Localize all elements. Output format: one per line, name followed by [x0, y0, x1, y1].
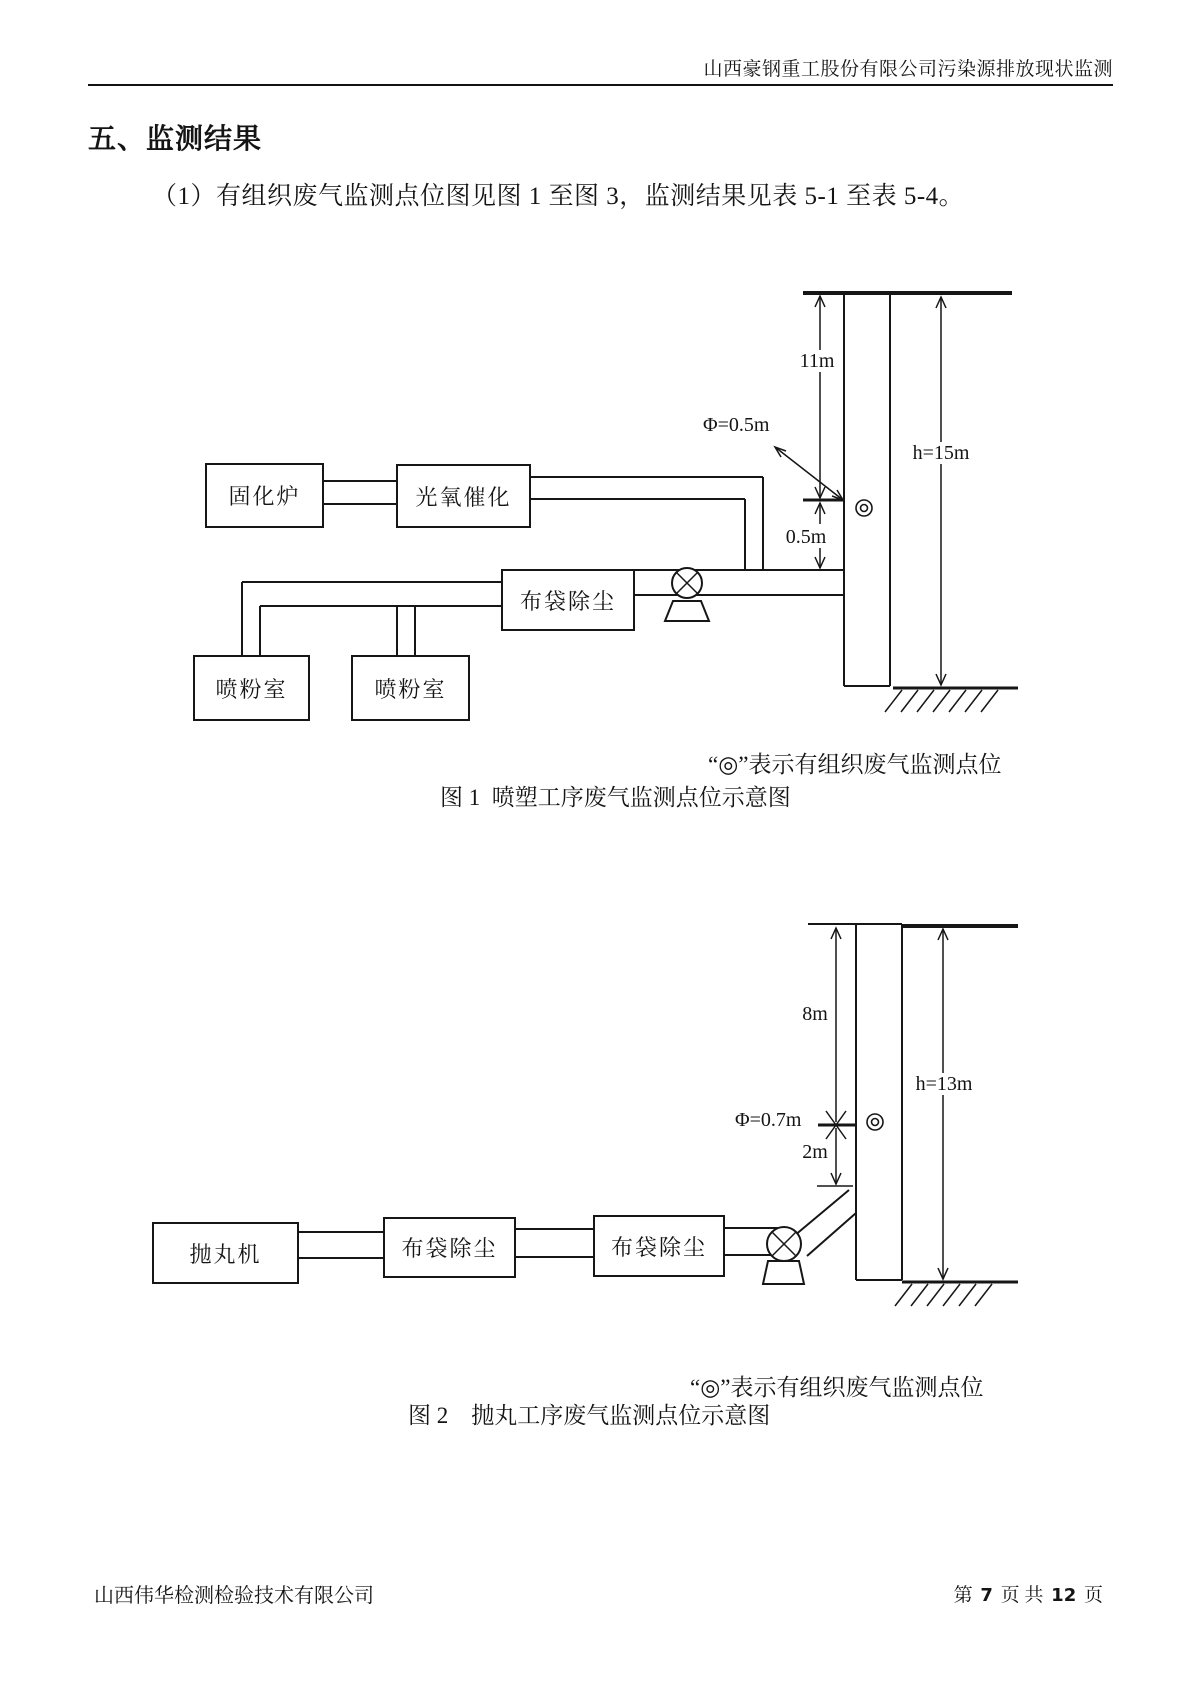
figure1-dim-height: h=15m: [912, 442, 970, 464]
monitoring-point-symbol: [867, 1114, 883, 1130]
figure1-box-bag-filter: [501, 569, 635, 631]
monitoring-point-symbol: [856, 500, 872, 516]
figure1-ground: [885, 688, 1018, 712]
header-text: 山西豪钢重工股份有限公司污染源排放现状监测: [703, 59, 1113, 80]
figure1-drawing: [242, 293, 1018, 712]
intro-paragraph: （1）有组织废气监测点位图见图 1 至图 3，监测结果见表 5-1 至表 5-4。: [152, 183, 965, 210]
figure2-caption: 图 2 抛丸工序废气监测点位示意图: [408, 1403, 771, 1428]
figure2-box-shot-blasting: [152, 1222, 299, 1284]
footer-page-total: 12: [1051, 1585, 1077, 1606]
figure2-dim-2m: 2m: [802, 1141, 828, 1163]
box-label: 布袋除尘: [401, 1236, 498, 1261]
footer-page-suffix: 页: [1083, 1585, 1103, 1606]
box-label: 布袋除尘: [519, 588, 616, 614]
figure1-box-photo-oxygen: [396, 464, 531, 528]
section-title: 五、监测结果: [88, 123, 263, 154]
figure2-note: “◎”表示有组织废气监测点位: [690, 1375, 984, 1400]
footer-page-number: 7: [980, 1585, 993, 1606]
figure2-ground: [895, 1282, 1018, 1306]
box-label: 喷粉室: [215, 676, 288, 702]
figure1-dim-05m: 0.5m: [785, 526, 827, 548]
figure2-box-bag-filter-1: [383, 1217, 516, 1278]
figure1-box-powder-room-2: [351, 655, 470, 721]
box-label: 固化炉: [228, 484, 301, 509]
box-label: 布袋除尘: [610, 1234, 707, 1260]
box-label: 抛丸机: [189, 1241, 262, 1267]
figure1-note: “◎”表示有组织废气监测点位: [708, 752, 1002, 777]
footer-page-middle: 页 共: [1000, 1585, 1044, 1606]
figure2-dimensions: [817, 928, 948, 1279]
figure1-dim-diameter: Φ=0.5m: [703, 414, 770, 436]
footer-page-prefix: 第: [953, 1585, 973, 1606]
figure2-dim-diameter: Φ=0.7m: [735, 1109, 802, 1131]
footer-company: 山西伟华检测检验技术有限公司: [94, 1585, 374, 1607]
figure2-box-bag-filter-2: [593, 1215, 725, 1277]
figure1-dim-11m: 11m: [799, 350, 835, 372]
figure1-caption: 图 1 喷塑工序废气监测点位示意图: [440, 785, 791, 810]
figure2-dim-height: h=13m: [915, 1073, 973, 1095]
figure2-dim-8m: 8m: [802, 1003, 828, 1025]
figure1-box-powder-room-1: [193, 655, 310, 721]
figure1-box-curing-oven: [205, 463, 324, 528]
box-label: 喷粉室: [374, 676, 447, 702]
box-label: 光氧催化: [415, 484, 512, 510]
